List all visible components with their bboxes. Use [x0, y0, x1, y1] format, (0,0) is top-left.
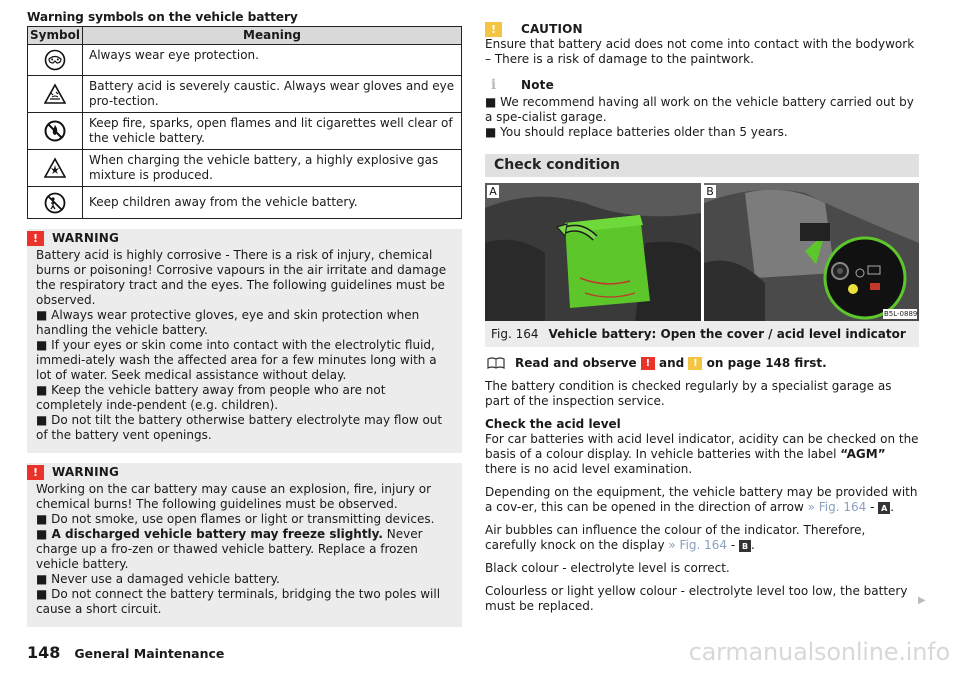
- row-meaning: Always wear eye protection.: [83, 45, 462, 76]
- figure-label-b: B: [706, 185, 714, 198]
- book-icon: [487, 357, 505, 369]
- table-header-row: [28, 27, 462, 45]
- warning-bullet-rest: Never charge up a fro-zen or thawed vehicle battery. Replace a frozen vehicle battery.: [36, 527, 423, 571]
- warning-exclamation-icon: !: [27, 231, 44, 246]
- caution-title: CAUTION: [521, 21, 583, 36]
- warning-bullet: [36, 527, 454, 572]
- body-paragraph: The battery condition is checked regularly by a specialist garage as part of the inspection service.: [485, 379, 892, 408]
- figure-link[interactable]: » Fig. 164: [807, 500, 867, 514]
- continue-arrow-icon: ▶: [918, 595, 926, 606]
- figure-link[interactable]: » Fig. 164: [668, 538, 728, 552]
- warning-title: WARNING: [52, 465, 120, 479]
- header-meaning: Meaning: [83, 27, 462, 45]
- warning-bullet: ■ Do not connect the battery terminals, bridging the two poles will cause a short circuit.: [36, 587, 441, 616]
- read-and-observe: [485, 355, 919, 371]
- warning-bullet: ■ Never use a damaged vehicle battery.: [36, 572, 280, 586]
- figure-caption: [485, 321, 919, 347]
- warning-bullet: ■ Keep the vehicle battery away from people who are not completely inde-pendent (e.g. children).: [36, 383, 386, 412]
- warning-text: Working on the car battery may cause an explosion, fire, injury or chemical burns! The following guidelines must be observed.: [36, 482, 432, 511]
- caution-exclamation-icon[interactable]: !: [688, 357, 702, 370]
- no-fire-icon: [44, 120, 66, 142]
- body-paragraph: Colourless or light yellow colour - electrolyte level too low, the battery must be replaced.: [485, 584, 908, 613]
- table-row: [28, 187, 462, 219]
- table-row: [28, 150, 462, 187]
- row-meaning: Keep fire, sparks, open flames and lit cigarettes well clear of the vehicle battery.: [83, 113, 462, 150]
- right-column: ! CAUTION Ensure that battery acid does not come into contact with the bodywork – There is a risk of damage to the paintwork. i Note ■ We recommend having all work on the vehicle battery carried out by a spe-cialist garage. ■ You should replace batteries older than 5 years. Check condition A B B5L-0889 Fig. 164 Vehicle battery: Open the cover / acid level indicator Read and observe ! and ! on page 148 first. The battery condition is checked regularly by a specialist garage as part of the inspection service. Check the acid level For car batteries with acid level indicator, acidity can be checked on the basis of a colour display. In vehicle batteries with the label “AGM” there is no acid level examination. Depending on the equipment, the vehicle battery may be provided with a cov-er, this can be opened in the direction of arrow » Fig. 164 - A . Air bubbles can influence the colour of the indicator. Therefore, carefully knock on the display » Fig. 164 - B . Black colour - electrolyte level is correct. Colourless or light yellow colour - electrolyte level too low, the battery must be replaced.: [485, 21, 919, 613]
- warning-box-explosion: [27, 463, 462, 627]
- eye-protection-icon: [44, 49, 66, 71]
- section-heading: Check condition: [485, 154, 919, 177]
- body-text: Air bubbles can influence the colour of the indicator. Therefore, carefully knock on the display: [485, 523, 866, 552]
- table-title: Warning symbols on the vehicle battery: [27, 10, 298, 24]
- body-paragraph: Black colour - electrolyte level is correct.: [485, 561, 730, 575]
- table-row: [28, 76, 462, 113]
- letter-a-badge: A: [878, 502, 890, 514]
- warning-bullet: ■ If your eyes or skin come into contact with the electrolytic fluid, immedi-ately wash the affected area for a few minutes long with a lot of water. Seek medical assistance without delay.: [36, 338, 437, 382]
- warning-bullet: ■ Do not smoke, use open flames or light or transmitting devices.: [36, 512, 435, 526]
- figure-code: B5L-0889: [884, 310, 918, 318]
- table-row: [28, 45, 462, 76]
- read-pre: Read and observe: [515, 355, 637, 370]
- page-footer: [27, 645, 224, 661]
- row-meaning: Battery acid is severely caustic. Always wear gloves and eye pro-tection.: [83, 76, 462, 113]
- agm-label: “AGM”: [840, 447, 886, 461]
- figure-label-a: A: [489, 185, 497, 198]
- warning-exclamation-icon: !: [27, 465, 44, 480]
- battery-figure: [485, 183, 919, 321]
- letter-b-badge: B: [739, 540, 751, 552]
- warning-bullet: ■ Always wear protective gloves, eye and skin protection when handling the vehicle battery.: [36, 308, 420, 337]
- header-symbol: Symbol: [28, 27, 83, 45]
- battery-illustration: [485, 183, 919, 321]
- figure-number: Fig. 164: [491, 326, 539, 341]
- footer-title: General Maintenance: [74, 646, 225, 661]
- left-column: [27, 10, 462, 627]
- keep-children-away-icon: [44, 192, 66, 214]
- warning-title: WARNING: [52, 231, 120, 245]
- read-mid: and: [659, 355, 685, 370]
- row-meaning: When charging the vehicle battery, a highly explosive gas mixture is produced.: [83, 150, 462, 187]
- body-text: For car batteries with acid level indicator, acidity can be checked on the basis of a colour display. In vehicle batteries with the label: [485, 432, 919, 461]
- caution-exclamation-icon: !: [485, 22, 502, 37]
- table-row: [28, 113, 462, 150]
- figure-caption-text: Vehicle battery: Open the cover / acid level indicator: [548, 326, 906, 341]
- warning-exclamation-icon[interactable]: !: [641, 357, 655, 370]
- body-text: Depending on the equipment, the vehicle battery may be provided with a cov-er, this can be opened in the direction of arrow: [485, 485, 918, 514]
- caustic-acid-icon: [44, 83, 66, 105]
- note-title: Note: [521, 77, 554, 92]
- read-post: on page 148 first.: [706, 355, 827, 370]
- info-icon: i: [490, 76, 497, 93]
- warning-symbols-table: [27, 26, 462, 219]
- watermark: carmanualsonline.info: [688, 638, 950, 666]
- row-meaning: Keep children away from the vehicle battery.: [83, 187, 462, 219]
- caution-text: Ensure that battery acid does not come into contact with the bodywork – There is a risk of damage to the paintwork.: [485, 37, 915, 66]
- body-text: there is no acid level examination.: [485, 462, 693, 476]
- page-number: 148: [27, 643, 61, 662]
- explosive-gas-icon: [44, 157, 66, 179]
- acid-level-heading: Check the acid level: [485, 417, 621, 431]
- note-bullet: ■ We recommend having all work on the vehicle battery carried out by a spe-cialist garage.: [485, 95, 914, 124]
- note-bullet: ■ You should replace batteries older than 5 years.: [485, 125, 788, 139]
- warning-bullet: ■ Do not tilt the battery otherwise battery electrolyte may flow out of the battery vent openings.: [36, 413, 443, 442]
- warning-box-acid: [27, 229, 462, 453]
- warning-bullet-bold: ■ A discharged vehicle battery may freeze slightly.: [36, 527, 383, 541]
- warning-text: Battery acid is highly corrosive - There is a risk of injury, chemical burns or poisoning! Corrosive vapours in the air irritate and damage the respiratory tract and the eyes. The following guidelines must be observed.: [36, 248, 447, 307]
